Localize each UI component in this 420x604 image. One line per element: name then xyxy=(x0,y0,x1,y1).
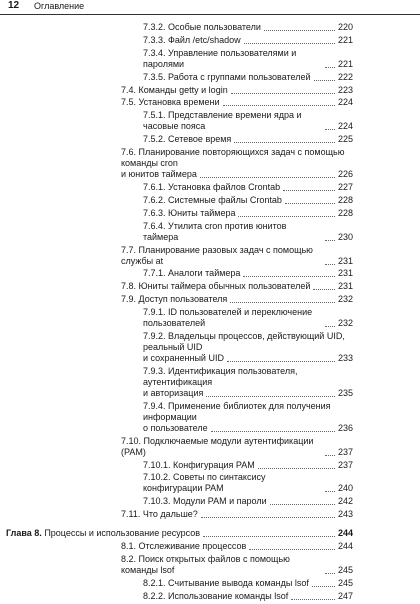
dot-leader xyxy=(291,599,335,600)
dot-leader xyxy=(258,468,335,469)
toc-entry[interactable] xyxy=(121,554,353,576)
dot-leader xyxy=(325,67,335,68)
toc-page-number: 221 xyxy=(337,58,353,69)
toc-entry[interactable] xyxy=(143,307,353,329)
page-number: 12 xyxy=(8,0,20,11)
toc-entry-title-line2: и юнитов таймера xyxy=(121,169,197,180)
toc-entry[interactable] xyxy=(143,134,353,145)
toc-entry[interactable] xyxy=(143,591,353,602)
toc-page-number: 226 xyxy=(337,169,353,180)
toc-page-number: 244 xyxy=(337,541,353,552)
toc-page-number: 227 xyxy=(337,182,353,193)
toc-page-number: 224 xyxy=(337,121,353,132)
table-of-contents xyxy=(0,22,420,604)
dot-leader xyxy=(314,80,335,81)
toc-entry-title: 7.3.3. Файл /etc/shadow xyxy=(143,34,241,45)
toc-entry-title: 7.10.2. Советы по синтаксису конфигурации PAM xyxy=(143,472,266,494)
toc-entry[interactable] xyxy=(121,147,353,180)
dot-leader xyxy=(312,586,335,587)
toc-entry[interactable] xyxy=(143,401,353,434)
toc-entry-title: 7.10.1. Конфигурация PAM xyxy=(143,459,255,470)
toc-entry[interactable] xyxy=(143,195,353,206)
dot-leader xyxy=(325,129,335,130)
toc-entry[interactable] xyxy=(143,35,353,46)
toc-page-number: 232 xyxy=(337,294,353,305)
toc-entry[interactable] xyxy=(143,208,353,219)
dot-leader xyxy=(227,361,335,362)
toc-entry[interactable] xyxy=(143,366,353,399)
toc-page-number: 228 xyxy=(337,194,353,205)
dot-leader xyxy=(283,190,335,191)
toc-entry-title: 7.5. Установка времени xyxy=(121,97,220,108)
toc-entry-title-line1: 7.9.2. Владельцы процессов, действующий UID, реальный UID xyxy=(143,331,345,353)
toc-entry-title: 8.1. Отслеживание процессов xyxy=(121,541,247,552)
toc-page-number: 242 xyxy=(337,496,353,507)
toc-entry-title: 7.7.1. Аналоги таймера xyxy=(143,268,241,279)
toc-entry[interactable] xyxy=(121,281,353,292)
toc-page-number: 235 xyxy=(337,387,353,398)
toc-page-number: 240 xyxy=(337,483,353,494)
dot-leader xyxy=(325,264,335,265)
dot-leader xyxy=(244,43,335,44)
toc-entry-title: 7.6.1. Установка файлов Crontab xyxy=(143,182,281,193)
toc-page-number: 220 xyxy=(337,22,353,32)
toc-entry[interactable] xyxy=(143,110,353,132)
toc-entry[interactable] xyxy=(121,509,353,520)
dot-leader xyxy=(325,455,335,456)
toc-entry-title: 7.8. Юниты таймера обычных пользователей xyxy=(121,281,311,292)
toc-entry-title-line1: 7.9.4. Применение библиотек для получения информации xyxy=(143,400,331,422)
toc-entry[interactable] xyxy=(143,48,353,70)
toc-page-number: 232 xyxy=(337,318,353,329)
toc-entry-title: 7.4. Команды getty и login xyxy=(121,84,228,95)
toc-entry-title-line1: 7.6. Планирование повторяющихся задач с помощью команды cron xyxy=(121,147,345,169)
toc-entry[interactable] xyxy=(121,85,353,96)
running-title: Оглавление xyxy=(34,1,85,11)
toc-entry[interactable] xyxy=(143,578,353,589)
toc-page-number: 223 xyxy=(337,84,353,95)
toc-chapter-entry[interactable] xyxy=(6,528,353,539)
chapter-label: Глава 8. xyxy=(6,528,42,539)
toc-page-number: 222 xyxy=(337,71,353,82)
toc-entry-title: 7.10. Подключаемые модули аутентификации (PAM) xyxy=(121,435,314,457)
dot-leader xyxy=(234,142,335,143)
toc-entry-title: 8.2.1. Считывание вывода команды lsof xyxy=(143,577,309,588)
toc-entry-title: 7.9. Доступ пользователя xyxy=(121,294,228,305)
toc-entry-title: 7.3.5. Работа с группами пользователей xyxy=(143,71,311,82)
toc-page-number: 245 xyxy=(337,577,353,588)
toc-entry-title: 7.6.3. Юниты таймера xyxy=(143,207,236,218)
dot-leader xyxy=(325,326,335,327)
toc-entry-title-line1: 7.9.3. Идентификация пользователя, аутентификация xyxy=(143,365,298,387)
toc-entry[interactable] xyxy=(143,460,353,471)
dot-leader xyxy=(313,289,335,290)
toc-entry-title: 7.10.3. Модули PAM и пароли xyxy=(143,496,267,507)
dot-leader xyxy=(270,504,335,505)
toc-entry-title: 8.2. Поиск открытых файлов с помощью команды lsof xyxy=(121,554,290,576)
toc-entry-title-line2: и авторизация xyxy=(143,387,204,398)
dot-leader xyxy=(243,276,335,277)
toc-page-number: 228 xyxy=(337,207,353,218)
toc-entry-title: 7.7. Планирование разовых задач с помощью службы at xyxy=(121,244,313,266)
toc-page-number: 224 xyxy=(337,97,353,108)
toc-page-number: 230 xyxy=(337,231,353,242)
toc-entry-title: 7.3.4. Управление пользователями и паролями xyxy=(143,47,297,69)
toc-page-number: 225 xyxy=(337,134,353,145)
toc-page-number: 233 xyxy=(337,353,353,364)
dot-leader xyxy=(203,536,335,537)
toc-entry-title: 7.5.1. Представление времени ядра и часовые пояса xyxy=(143,110,302,132)
toc-entry-title: 7.3.2. Особые пользователи xyxy=(143,22,261,32)
toc-entry-title-line2: о пользователе xyxy=(143,422,208,433)
toc-page-number: 236 xyxy=(337,422,353,433)
toc-page-number: 247 xyxy=(337,590,353,601)
toc-entry-title: 7.6.2. Системные файлы Crontab xyxy=(143,194,282,205)
dot-leader xyxy=(201,517,335,518)
toc-page-number: 231 xyxy=(337,268,353,279)
dot-leader xyxy=(325,573,335,574)
toc-entry[interactable] xyxy=(143,72,353,83)
toc-page-number: 231 xyxy=(337,281,353,292)
dot-leader xyxy=(223,105,335,106)
dot-leader xyxy=(206,396,335,397)
dot-leader xyxy=(231,93,335,94)
toc-entry-title: 7.9.1. ID пользователей и переключение пользователей xyxy=(143,307,313,329)
toc-entry[interactable] xyxy=(143,182,353,193)
toc-entry-title: 7.11. Что дальше? xyxy=(121,509,198,520)
dot-leader xyxy=(230,302,335,303)
page-header xyxy=(0,0,420,15)
toc-page-number: 245 xyxy=(337,565,353,576)
toc-entry-title-line2: и сохраненный UID xyxy=(143,353,224,364)
dot-leader xyxy=(200,177,335,178)
toc-page-number: 243 xyxy=(337,509,353,520)
toc-entry[interactable] xyxy=(143,331,353,364)
toc-page-number: 221 xyxy=(337,34,353,45)
toc-entry[interactable] xyxy=(121,294,353,305)
toc-entry[interactable] xyxy=(121,541,353,552)
dot-leader xyxy=(325,491,335,492)
toc-page-number: 237 xyxy=(337,459,353,470)
dot-leader xyxy=(325,240,335,241)
dot-leader xyxy=(285,203,335,204)
toc-page-number: 244 xyxy=(337,528,353,539)
toc-entry[interactable] xyxy=(121,436,353,458)
toc-entry-title: 7.5.2. Сетевое время xyxy=(143,134,232,145)
toc-entry[interactable] xyxy=(121,245,353,267)
toc-entry[interactable] xyxy=(143,268,353,279)
dot-leader xyxy=(264,30,335,31)
toc-entry-title: 7.6.4. Утилита cron против юнитов таймера xyxy=(143,220,287,242)
dot-leader xyxy=(249,549,335,550)
toc-entry-title: 8.2.2. Использование команды lsof xyxy=(143,590,289,601)
toc-entry[interactable] xyxy=(143,22,353,33)
chapter-title: Процессы и использование ресурсов xyxy=(41,528,201,539)
toc-entry[interactable] xyxy=(143,221,353,243)
toc-entry[interactable] xyxy=(121,97,353,108)
dot-leader xyxy=(238,216,335,217)
toc-page-number: 231 xyxy=(337,255,353,266)
toc-page-number: 237 xyxy=(337,446,353,457)
toc-entry[interactable] xyxy=(143,472,353,494)
toc-entry[interactable] xyxy=(143,496,353,507)
dot-leader xyxy=(211,431,335,432)
